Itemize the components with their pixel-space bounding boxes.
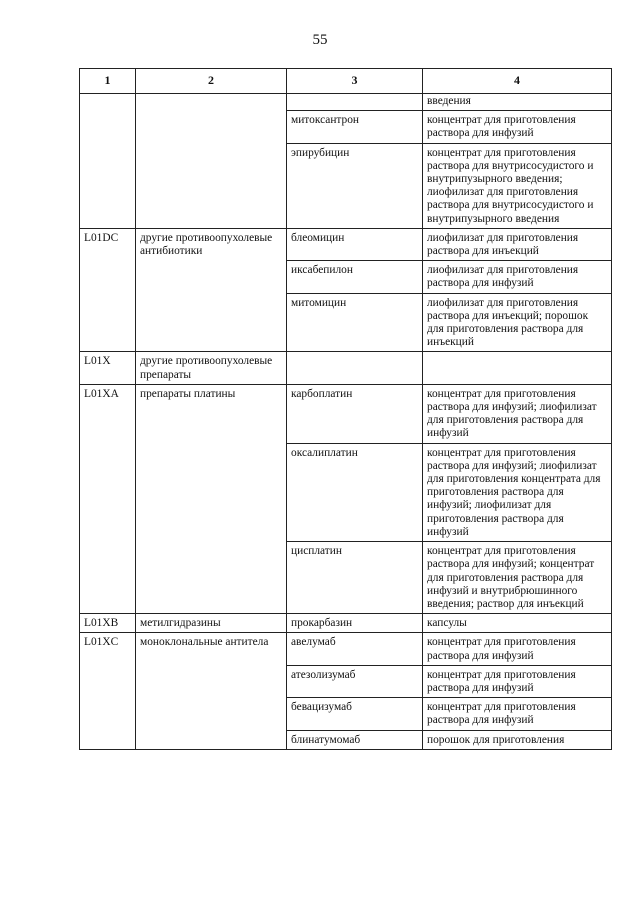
dosage-form-cell: лиофилизат для приготовления раствора для инъекций — [423, 228, 612, 260]
atc-code-cell — [80, 111, 136, 143]
group-name-cell — [136, 665, 287, 697]
table-row — [80, 730, 612, 749]
table-row — [80, 143, 612, 228]
dosage-form-cell: концентрат для приготовления раствора для инфузий — [423, 633, 612, 665]
dosage-form-cell: концентрат для приготовления раствора для инфузий — [423, 698, 612, 730]
atc-code-cell — [80, 261, 136, 293]
dosage-form-cell: концентрат для приготовления раствора для инфузий; лиофилизат для приготовления концентрата для приготовления раствора для инфузий; лиофилизат для приготовления раствора для инфузий — [423, 443, 612, 541]
drug-name-cell: иксабепилон — [287, 261, 423, 293]
drug-name-cell: атезолизумаб — [287, 665, 423, 697]
table-header-row — [80, 69, 612, 94]
drug-name-cell: эпирубицин — [287, 143, 423, 228]
group-name-cell: препараты платины — [136, 384, 287, 443]
table-row — [80, 633, 612, 665]
drug-name-cell: оксалиплатин — [287, 443, 423, 541]
table-row — [80, 228, 612, 260]
group-name-cell — [136, 542, 287, 614]
dosage-form-cell — [423, 352, 612, 384]
table-row — [80, 698, 612, 730]
dosage-form-cell: введения — [423, 94, 612, 111]
group-name-cell — [136, 443, 287, 541]
drug-name-cell — [287, 352, 423, 384]
drug-name-cell: митоксантрон — [287, 111, 423, 143]
drug-name-cell: цисплатин — [287, 542, 423, 614]
dosage-form-cell: лиофилизат для приготовления раствора для инъекций; порошок для приготовления раствора для инъекций — [423, 293, 612, 352]
dosage-form-cell: концентрат для приготовления раствора для инфузий; лиофилизат для приготовления раствора для инфузий — [423, 384, 612, 443]
table-row — [80, 94, 612, 111]
atc-code-cell — [80, 443, 136, 541]
dosage-form-cell: капсулы — [423, 614, 612, 633]
drug-name-cell — [287, 94, 423, 111]
column-header-2: 2 — [136, 69, 287, 94]
dosage-form-cell: концентрат для приготовления раствора для инфузий — [423, 111, 612, 143]
table-row — [80, 665, 612, 697]
drug-name-cell: карбоплатин — [287, 384, 423, 443]
atc-code-cell — [80, 542, 136, 614]
atc-code-cell: L01XB — [80, 614, 136, 633]
drug-name-cell: блинатумомаб — [287, 730, 423, 749]
table-row — [80, 443, 612, 541]
group-name-cell — [136, 94, 287, 111]
dosage-form-cell: порошок для приготовления — [423, 730, 612, 749]
table-row — [80, 261, 612, 293]
table-row — [80, 352, 612, 384]
column-header-1: 1 — [80, 69, 136, 94]
atc-code-cell — [80, 665, 136, 697]
dosage-form-cell: концентрат для приготовления раствора для внутрисосудистого и внутрипузырного введения; лиофилизат для приготовления раствора для внутрисосудистого и внутрипузырного введения — [423, 143, 612, 228]
group-name-cell — [136, 293, 287, 352]
drug-name-cell: бевацизумаб — [287, 698, 423, 730]
dosage-form-cell: концентрат для приготовления раствора для инфузий; концентрат для приготовления раствора для инфузий и внутрибрюшинного введения; раствор для инъекций — [423, 542, 612, 614]
dosage-form-cell: лиофилизат для приготовления раствора для инфузий — [423, 261, 612, 293]
atc-code-cell — [80, 293, 136, 352]
table-row — [80, 293, 612, 352]
drug-table — [79, 68, 612, 750]
group-name-cell — [136, 143, 287, 228]
group-name-cell — [136, 730, 287, 749]
table-row — [80, 614, 612, 633]
group-name-cell — [136, 698, 287, 730]
group-name-cell: моноклональные антитела — [136, 633, 287, 665]
group-name-cell: метилгидразины — [136, 614, 287, 633]
table-row — [80, 111, 612, 143]
group-name-cell — [136, 261, 287, 293]
atc-code-cell: L01DC — [80, 228, 136, 260]
atc-code-cell: L01X — [80, 352, 136, 384]
group-name-cell — [136, 111, 287, 143]
atc-code-cell: L01XA — [80, 384, 136, 443]
drug-name-cell: авелумаб — [287, 633, 423, 665]
dosage-form-cell: концентрат для приготовления раствора для инфузий — [423, 665, 612, 697]
atc-code-cell: L01XC — [80, 633, 136, 665]
column-header-4: 4 — [423, 69, 612, 94]
atc-code-cell — [80, 94, 136, 111]
group-name-cell: другие противоопухолевые антибиотики — [136, 228, 287, 260]
atc-code-cell — [80, 143, 136, 228]
table-row — [80, 384, 612, 443]
page-number: 55 — [312, 32, 328, 48]
drug-name-cell: блеомицин — [287, 228, 423, 260]
table-row — [80, 542, 612, 614]
table-body — [80, 94, 612, 750]
drug-name-cell: митомицин — [287, 293, 423, 352]
drug-name-cell: прокарбазин — [287, 614, 423, 633]
column-header-3: 3 — [287, 69, 423, 94]
group-name-cell: другие противоопухолевые препараты — [136, 352, 287, 384]
atc-code-cell — [80, 698, 136, 730]
atc-code-cell — [80, 730, 136, 749]
